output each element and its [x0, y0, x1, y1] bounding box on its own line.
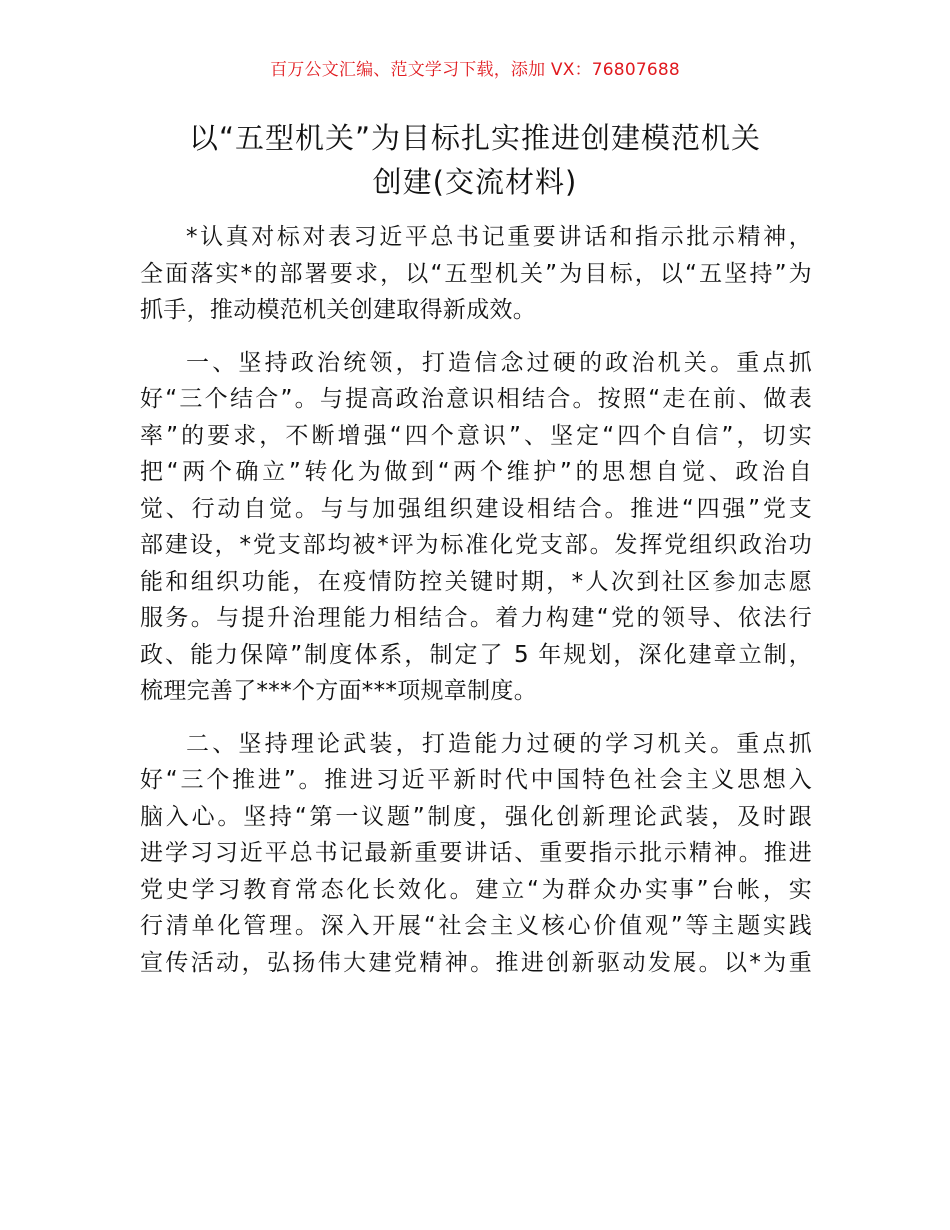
paragraph-section-2 [140, 726, 812, 982]
watermark-banner [0, 58, 950, 82]
text-line: 服务。与提升治理能力相结合。着力构建“党的领导、依法行 [140, 605, 812, 631]
text-line: 好“三个结合”。与提高政治意识相结合。按照“走在前、做表 [140, 386, 812, 412]
text-line: 政、能力保障”制度体系，制定了 5 年规划，深化建章立制， [140, 641, 812, 668]
text-line: 好“三个推进”。推进习近平新时代中国特色社会主义思想入 [140, 767, 812, 793]
text-line: 觉、行动自觉。与与加强组织建设相结合。推进“四强”党支 [140, 495, 812, 522]
paragraph-intro [140, 219, 812, 329]
paragraph-section-1 [140, 345, 812, 710]
text-line: 一、坚持政治统领，打造信念过硬的政治机关。重点抓 [186, 349, 812, 376]
text-line: 行清单化管理。深入开展“社会主义核心价值观”等主题实践 [140, 913, 812, 939]
text-line: 党史学习教育常态化长效化。建立“为群众办实事”台帐，实 [140, 876, 812, 903]
text-line: 宣传活动，弘扬伟大建党精神。推进创新驱动发展。以*为重 [140, 949, 812, 976]
text-line: 部建设，*党支部均被*评为标准化党支部。发挥党组织政治功 [140, 532, 812, 558]
watermark-text: 百万公文汇编、范文学习下载，添加 VX：76807688 [270, 60, 680, 80]
text-line: 梳理完善了***个方面***项规章制度。 [140, 678, 537, 704]
text-line: 率”的要求，不断增强“四个意识”、坚定“四个自信”，切实 [140, 422, 812, 449]
title-line-2: 创建(交流材料) [372, 165, 578, 199]
document-body [140, 219, 812, 997]
text-line: *认真对标对表习近平总书记重要讲话和指示批示精神， [186, 224, 812, 250]
text-line: 抓手，推动模范机关创建取得新成效。 [140, 297, 537, 323]
document-title [140, 116, 810, 204]
text-line: 全面落实*的部署要求，以“五型机关”为目标，以“五坚持”为 [140, 260, 812, 287]
text-line: 脑入心。坚持“第一议题”制度，强化创新理论武装，及时跟 [140, 803, 812, 830]
text-line: 进学习习近平总书记最新重要讲话、重要指示批示精神。推进 [140, 840, 812, 866]
title-line-1: 以“五型机关”为目标扎实推进创建模范机关 [188, 121, 762, 155]
text-line: 能和组织功能，在疫情防控关键时期，*人次到社区参加志愿 [140, 568, 812, 595]
text-line: 二、坚持理论武装，打造能力过硬的学习机关。重点抓 [186, 730, 812, 757]
text-line: 把“两个确立”转化为做到“两个维护”的思想自觉、政治自 [140, 459, 812, 485]
